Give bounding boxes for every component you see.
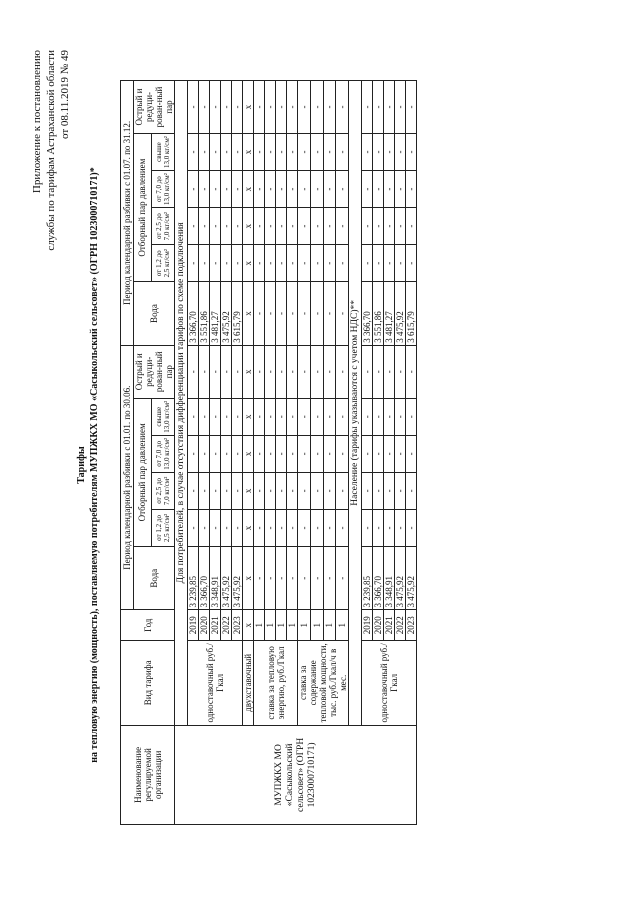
dash-cell: - — [373, 509, 384, 546]
dash-cell: - — [210, 134, 221, 171]
dash-cell: - — [323, 472, 336, 509]
section-row-1 — [175, 81, 188, 825]
dash-cell: - — [395, 345, 406, 398]
appendix-line-1: Приложение к постановлению — [31, 50, 43, 194]
x-cell: х — [243, 134, 254, 171]
x-cell: х — [243, 81, 254, 134]
dash-cell: - — [362, 208, 373, 245]
dash-cell: - — [362, 245, 373, 282]
header-steam-b-1: от 2,5 до 7,0 кг/см² — [151, 472, 174, 509]
water-2-cell: 3 615,79 — [406, 282, 417, 346]
dash-cell: - — [310, 398, 323, 435]
dash-cell: - — [406, 208, 417, 245]
dash-cell: - — [199, 345, 210, 398]
dash-cell: - — [221, 472, 232, 509]
dash-cell: - — [373, 171, 384, 208]
dash-cell: - — [384, 171, 395, 208]
rate-power-label: ставка за содержание тепловой мощности, тыс. руб./Гкал/ч в мес. — [298, 640, 349, 725]
dash-cell: - — [221, 245, 232, 282]
dash-cell: - — [221, 171, 232, 208]
dash-cell: - — [188, 435, 199, 472]
year-cell: 2020 — [199, 610, 210, 640]
dash-cell: - — [221, 345, 232, 398]
dash-cell: - — [265, 245, 276, 282]
dash-cell: - — [298, 472, 311, 509]
dash-cell: - — [210, 171, 221, 208]
x-cell: х — [243, 282, 254, 346]
header-org: Наименование регулируемой организации — [121, 725, 175, 824]
water-2-cell: 3 551,86 — [373, 282, 384, 346]
dash-cell: - — [221, 398, 232, 435]
dash-cell: - — [254, 81, 265, 134]
dash-cell: - — [373, 81, 384, 134]
dash-cell: - — [199, 398, 210, 435]
dash-cell: - — [232, 509, 243, 546]
dash-cell: - — [265, 171, 276, 208]
dash-cell: - — [276, 245, 287, 282]
two-part-label: двухставочный — [243, 640, 254, 725]
dash-cell: - — [384, 472, 395, 509]
dash-cell: - — [287, 245, 298, 282]
year-cell: 2023 — [232, 610, 243, 640]
table-row — [254, 81, 265, 825]
dash-cell: - — [298, 546, 311, 610]
dash-cell: - — [254, 472, 265, 509]
dash-cell: - — [265, 208, 276, 245]
dash-cell: - — [406, 509, 417, 546]
dash-cell: - — [323, 81, 336, 134]
dash-cell: - — [336, 134, 349, 171]
water-1-cell: 3 348,91 — [210, 546, 221, 610]
dash-cell: - — [323, 282, 336, 346]
dash-cell: - — [310, 81, 323, 134]
dash-cell: - — [310, 208, 323, 245]
dash-cell: - — [336, 282, 349, 346]
year-cell: 1 — [265, 610, 276, 640]
one-part-label-2: одноставочный руб./Гкал — [362, 640, 417, 725]
dash-cell: - — [210, 208, 221, 245]
dash-cell: - — [210, 81, 221, 134]
dash-cell: - — [254, 435, 265, 472]
year-cell: 1 — [336, 610, 349, 640]
dash-cell: - — [323, 134, 336, 171]
header-steam-a-2: от 1,2 до 2,5 кг/см² — [151, 245, 174, 282]
header-period-1: Период календарной разбивки с 01.01. по 30.06. — [121, 345, 134, 610]
dash-cell: - — [384, 435, 395, 472]
dash-cell: - — [232, 134, 243, 171]
dash-cell: - — [406, 245, 417, 282]
dash-cell: - — [298, 81, 311, 134]
dash-cell: - — [287, 509, 298, 546]
table-row — [243, 81, 254, 825]
dash-cell: - — [276, 472, 287, 509]
year-cell: 2022 — [221, 610, 232, 640]
section-1-label: Для потребителей, в случае отсутствия дифференциации тарифов по схеме подключения — [175, 81, 188, 726]
dash-cell: - — [310, 134, 323, 171]
dash-cell: - — [276, 345, 287, 398]
section-2-label: Население (тарифы указываются с учетом НДС)** — [349, 81, 362, 726]
dash-cell: - — [384, 81, 395, 134]
dash-cell: - — [254, 171, 265, 208]
dash-cell: - — [265, 435, 276, 472]
dash-cell: - — [199, 134, 210, 171]
dash-cell: - — [384, 509, 395, 546]
water-1-cell: 3 239,85 — [362, 546, 373, 610]
header-steam-d-1: свыше 13,0 кг/см² — [151, 398, 174, 435]
dash-cell: - — [336, 81, 349, 134]
water-2-cell: 3 366,70 — [362, 282, 373, 346]
dash-cell: - — [373, 398, 384, 435]
dash-cell: - — [265, 81, 276, 134]
dash-cell: - — [323, 435, 336, 472]
dash-cell: - — [188, 171, 199, 208]
dash-cell: - — [373, 345, 384, 398]
dash-cell: - — [199, 435, 210, 472]
header-steam-d-2: свыше 13,0 кг/см² — [151, 134, 174, 171]
year-cell: 2023 — [406, 610, 417, 640]
dash-cell: - — [188, 245, 199, 282]
dash-cell: - — [210, 398, 221, 435]
org-name: МУПЖКХ МО «Сасыкольский сельсовет» (ОГРН 1023000710171) — [175, 725, 417, 824]
x-cell: х — [243, 546, 254, 610]
dash-cell: - — [406, 398, 417, 435]
dash-cell: - — [310, 345, 323, 398]
dash-cell: - — [323, 245, 336, 282]
water-2-cell: 3 481,27 — [384, 282, 395, 346]
dash-cell: - — [362, 509, 373, 546]
dash-cell: - — [210, 509, 221, 546]
dash-cell: - — [362, 345, 373, 398]
dash-cell: - — [298, 345, 311, 398]
dash-cell: - — [287, 171, 298, 208]
dash-cell: - — [310, 245, 323, 282]
dash-cell: - — [298, 398, 311, 435]
water-2-cell: 3 475,92 — [395, 282, 406, 346]
dash-cell: - — [232, 435, 243, 472]
dash-cell: - — [336, 546, 349, 610]
dash-cell: - — [323, 546, 336, 610]
dash-cell: - — [287, 472, 298, 509]
dash-cell: - — [406, 171, 417, 208]
dash-cell: - — [298, 509, 311, 546]
dash-cell: - — [298, 245, 311, 282]
dash-cell: - — [384, 134, 395, 171]
dash-cell: - — [232, 345, 243, 398]
dash-cell: - — [210, 472, 221, 509]
dash-cell: - — [199, 81, 210, 134]
dash-cell: - — [199, 171, 210, 208]
water-2-cell: 3 475,92 — [221, 282, 232, 346]
dash-cell: - — [265, 472, 276, 509]
dash-cell: - — [221, 435, 232, 472]
dash-cell: - — [406, 345, 417, 398]
dash-cell: - — [336, 171, 349, 208]
year-cell: 1 — [310, 610, 323, 640]
dash-cell: - — [265, 546, 276, 610]
dash-cell: - — [323, 398, 336, 435]
dash-cell: - — [336, 208, 349, 245]
dash-cell: - — [395, 245, 406, 282]
title-main: Тарифы — [76, 446, 87, 484]
dash-cell: - — [298, 435, 311, 472]
header-steam-c-2: от 7,0 до 13,0 кг/см² — [151, 171, 174, 208]
dash-cell: - — [310, 509, 323, 546]
header-steam-1: Отборный пар давлением — [134, 398, 152, 546]
dash-cell: - — [221, 208, 232, 245]
dash-cell: - — [287, 398, 298, 435]
dash-cell: - — [395, 435, 406, 472]
dash-cell: - — [210, 435, 221, 472]
header-row-1 — [121, 81, 134, 825]
document-title — [75, 125, 101, 805]
dash-cell: - — [310, 472, 323, 509]
year-cell: 2019 — [362, 610, 373, 640]
dash-cell: - — [276, 398, 287, 435]
dash-cell: - — [287, 208, 298, 245]
dash-cell: - — [323, 509, 336, 546]
x-cell: х — [243, 509, 254, 546]
dash-cell: - — [298, 208, 311, 245]
dash-cell: - — [384, 245, 395, 282]
x-cell: х — [243, 398, 254, 435]
dash-cell: - — [310, 546, 323, 610]
year-cell: 2021 — [210, 610, 221, 640]
dash-cell: - — [373, 245, 384, 282]
dash-cell: - — [373, 134, 384, 171]
dash-cell: - — [254, 345, 265, 398]
dash-cell: - — [265, 282, 276, 346]
dash-cell: - — [188, 134, 199, 171]
dash-cell: - — [265, 509, 276, 546]
year-cell: 2019 — [188, 610, 199, 640]
water-1-cell: 3 475,92 — [406, 546, 417, 610]
water-1-cell: 3 366,70 — [199, 546, 210, 610]
dash-cell: - — [188, 509, 199, 546]
dash-cell: - — [287, 81, 298, 134]
dash-cell: - — [232, 245, 243, 282]
dash-cell: - — [395, 509, 406, 546]
dash-cell: - — [395, 81, 406, 134]
dash-cell: - — [188, 345, 199, 398]
dash-cell: - — [210, 345, 221, 398]
header-period-2: Период календарной разбивки с 01.07. по 31.12. — [121, 81, 134, 346]
dash-cell: - — [254, 208, 265, 245]
appendix-note — [30, 50, 72, 350]
table-row — [298, 81, 311, 825]
tariff-table — [120, 80, 417, 825]
dash-cell: - — [188, 81, 199, 134]
year-cell: 2021 — [384, 610, 395, 640]
water-1-cell: 3 366,70 — [373, 546, 384, 610]
dash-cell: - — [276, 81, 287, 134]
water-1-cell: 3 475,92 — [221, 546, 232, 610]
dash-cell: - — [276, 171, 287, 208]
dash-cell: - — [373, 435, 384, 472]
dash-cell: - — [199, 509, 210, 546]
year-cell: 2022 — [395, 610, 406, 640]
dash-cell: - — [362, 81, 373, 134]
header-kind: Вид тарифа — [121, 640, 175, 725]
year-cell: 1 — [298, 610, 311, 640]
dash-cell: - — [188, 472, 199, 509]
water-2-cell: 3 615,79 — [232, 282, 243, 346]
dash-cell: - — [210, 245, 221, 282]
dash-cell: - — [232, 398, 243, 435]
water-2-cell: 3 366,70 — [188, 282, 199, 346]
header-sharp-2: Острый и редуци-рован-ный пар — [134, 81, 175, 134]
x-cell: х — [243, 610, 254, 640]
dash-cell: - — [384, 208, 395, 245]
table-row — [188, 81, 199, 825]
dash-cell: - — [336, 245, 349, 282]
x-cell: х — [243, 208, 254, 245]
dash-cell: - — [232, 81, 243, 134]
dash-cell: - — [199, 208, 210, 245]
dash-cell: - — [406, 81, 417, 134]
dash-cell: - — [323, 208, 336, 245]
year-cell: 2020 — [373, 610, 384, 640]
water-1-cell: 3 348,91 — [384, 546, 395, 610]
dash-cell: - — [384, 398, 395, 435]
dash-cell: - — [323, 345, 336, 398]
water-2-cell: 3 551,86 — [199, 282, 210, 346]
dash-cell: - — [254, 282, 265, 346]
year-cell: 1 — [323, 610, 336, 640]
dash-cell: - — [287, 435, 298, 472]
x-cell: х — [243, 345, 254, 398]
dash-cell: - — [395, 398, 406, 435]
header-water-1: Вода — [134, 546, 175, 610]
dash-cell: - — [254, 546, 265, 610]
dash-cell: - — [276, 509, 287, 546]
dash-cell: - — [232, 171, 243, 208]
dash-cell: - — [287, 345, 298, 398]
dash-cell: - — [406, 435, 417, 472]
dash-cell: - — [254, 509, 265, 546]
dash-cell: - — [265, 134, 276, 171]
dash-cell: - — [323, 171, 336, 208]
dash-cell: - — [406, 472, 417, 509]
dash-cell: - — [362, 435, 373, 472]
dash-cell: - — [232, 472, 243, 509]
appendix-line-2: службы по тарифам Астраханской области — [45, 50, 57, 251]
dash-cell: - — [188, 398, 199, 435]
dash-cell: - — [336, 435, 349, 472]
dash-cell: - — [310, 435, 323, 472]
dash-cell: - — [362, 472, 373, 509]
year-cell: 1 — [254, 610, 265, 640]
title-sub: на тепловую энергию (мощность), поставляемую потребителям МУПЖКХ МО «Сасыкольский сельсовет» (ОГРН 1023000710171)* — [89, 167, 100, 763]
one-part-label: одноставочный руб./Гкал — [188, 640, 243, 725]
dash-cell: - — [287, 134, 298, 171]
dash-cell: - — [265, 345, 276, 398]
dash-cell: - — [336, 509, 349, 546]
table-row — [362, 81, 373, 825]
header-steam-c-1: от 7,0 до 13,0 кг/см² — [151, 435, 174, 472]
year-cell: 1 — [287, 610, 298, 640]
dash-cell: - — [395, 472, 406, 509]
header-steam-a-1: от 1,2 до 2,5 кг/см² — [151, 509, 174, 546]
dash-cell: - — [276, 435, 287, 472]
year-cell: 1 — [276, 610, 287, 640]
dash-cell: - — [406, 134, 417, 171]
dash-cell: - — [188, 208, 199, 245]
dash-cell: - — [336, 398, 349, 435]
dash-cell: - — [298, 282, 311, 346]
header-year: Год — [121, 610, 175, 640]
header-water-2: Вода — [134, 282, 175, 346]
dash-cell: - — [298, 134, 311, 171]
dash-cell: - — [336, 345, 349, 398]
rate-energy-label: ставка за тепловую энергию, руб./Гкал — [254, 640, 298, 725]
dash-cell: - — [287, 282, 298, 346]
x-cell: х — [243, 171, 254, 208]
dash-cell: - — [336, 472, 349, 509]
section-row-2 — [349, 81, 362, 825]
dash-cell: - — [395, 208, 406, 245]
x-cell: х — [243, 472, 254, 509]
water-1-cell: 3 239,85 — [188, 546, 199, 610]
dash-cell: - — [199, 245, 210, 282]
dash-cell: - — [199, 472, 210, 509]
dash-cell: - — [232, 208, 243, 245]
dash-cell: - — [276, 546, 287, 610]
dash-cell: - — [384, 345, 395, 398]
dash-cell: - — [362, 398, 373, 435]
dash-cell: - — [254, 134, 265, 171]
dash-cell: - — [276, 208, 287, 245]
water-1-cell: 3 475,92 — [232, 546, 243, 610]
dash-cell: - — [276, 282, 287, 346]
dash-cell: - — [373, 208, 384, 245]
dash-cell: - — [287, 546, 298, 610]
dash-cell: - — [395, 134, 406, 171]
dash-cell: - — [362, 171, 373, 208]
header-steam-2: Отборный пар давлением — [134, 134, 152, 282]
dash-cell: - — [276, 134, 287, 171]
dash-cell: - — [310, 171, 323, 208]
dash-cell: - — [265, 398, 276, 435]
header-steam-b-2: от 2,5 до 7,0 кг/см² — [151, 208, 174, 245]
water-2-cell: 3 481,27 — [210, 282, 221, 346]
dash-cell: - — [254, 398, 265, 435]
dash-cell: - — [221, 134, 232, 171]
dash-cell: - — [362, 134, 373, 171]
dash-cell: - — [373, 472, 384, 509]
dash-cell: - — [254, 245, 265, 282]
dash-cell: - — [395, 171, 406, 208]
dash-cell: - — [221, 509, 232, 546]
appendix-line-3: от 08.11.2019 № 49 — [59, 50, 71, 139]
header-sharp-1: Острый и редуци-рован-ный пар — [134, 345, 175, 398]
water-1-cell: 3 475,92 — [395, 546, 406, 610]
dash-cell: - — [298, 171, 311, 208]
dash-cell: - — [221, 81, 232, 134]
dash-cell: - — [310, 282, 323, 346]
x-cell: х — [243, 245, 254, 282]
x-cell: х — [243, 435, 254, 472]
